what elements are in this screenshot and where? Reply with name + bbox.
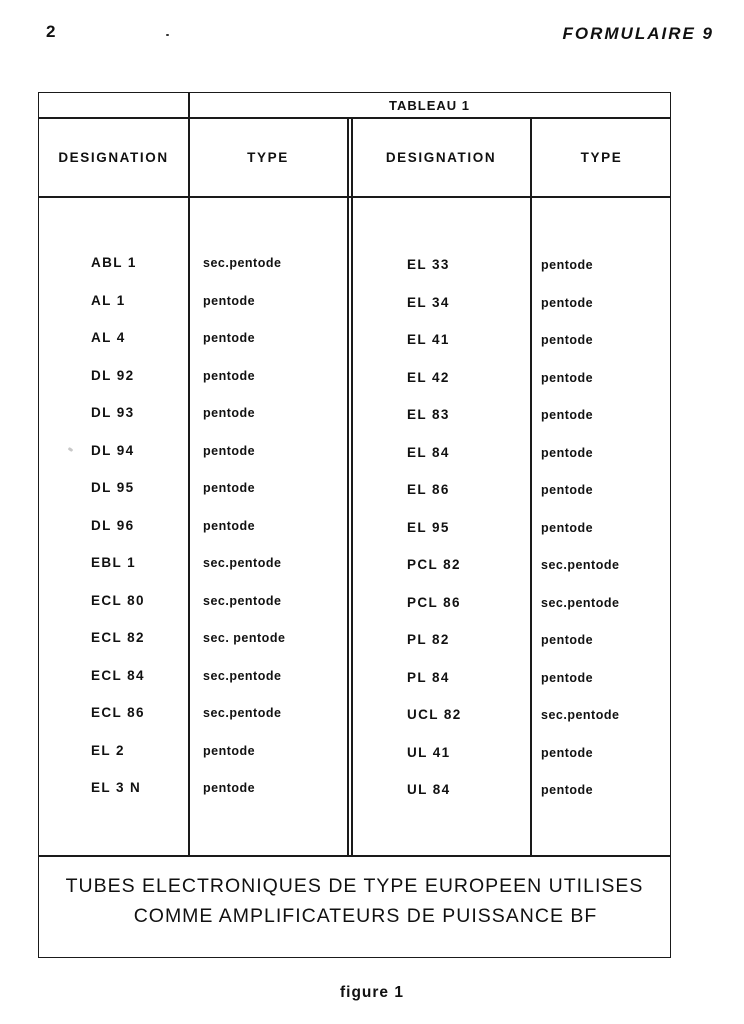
col-divider-3 [530,117,532,856]
cell-designation-right: EL 34 [407,294,450,310]
cell-type-right: pentode [541,445,594,460]
cell-type-right: pentode [541,295,594,310]
cell-type-left: pentode [203,781,256,795]
cell-type-left: pentode [203,743,256,758]
cell-designation-left: EBL 1 [91,555,137,570]
cell-type-left: sec.pentode [203,256,282,270]
cell-type-right: pentode [541,333,594,347]
cell-designation-right: PL 82 [407,632,450,647]
cell-designation-right: UCL 82 [407,707,462,722]
cell-type-left: sec.pentode [203,668,282,683]
cell-designation-left: DL 95 [91,480,135,495]
cell-designation-right: EL 95 [407,519,450,535]
table-frame [38,92,671,958]
cell-designation-left: AL 4 [91,330,126,345]
cell-designation-left: ECL 82 [91,630,145,645]
cell-designation-right: EL 41 [407,332,450,347]
cell-type-left: pentode [203,518,256,533]
page-number: 2 [46,22,56,41]
cell-type-right: pentode [541,370,594,385]
caption-line-1: TUBES ELECTRONIQUES DE TYPE EUROPEEN UTILISES [65,875,644,897]
column-header-type-right: TYPE [580,149,623,165]
running-title: FORMULAIRE 9 [562,24,714,43]
col-divider-center-b [351,117,353,856]
cell-designation-left: DL 93 [91,405,135,420]
cell-type-right: pentode [541,633,594,647]
cell-type-left: pentode [203,443,256,458]
stray-mark [166,34,169,36]
cell-designation-left: EL 3 N [91,780,142,795]
cell-type-right: sec.pentode [541,708,620,722]
table-caption [39,871,670,931]
cell-designation-left: ECL 84 [91,667,145,683]
cell-type-left: pentode [203,406,256,420]
cell-type-left: pentode [203,293,256,308]
cell-type-left: pentode [203,331,256,345]
cell-designation-right: EL 86 [407,482,450,497]
cell-type-right: pentode [541,408,594,422]
cell-designation-left: ABL 1 [91,255,137,270]
cell-designation-left: DL 92 [91,367,135,383]
cell-designation-left: AL 1 [91,292,126,308]
cell-type-right: sec.pentode [541,595,620,610]
cell-designation-left: ECL 80 [91,592,145,608]
cell-type-left: sec.pentode [203,593,282,608]
cell-designation-left: DL 94 [91,442,135,458]
cell-type-left: sec. pentode [203,631,286,645]
cell-designation-right: EL 33 [407,257,450,272]
cell-designation-right: PL 84 [407,669,450,685]
cell-type-left: sec.pentode [203,706,282,720]
figure-label: figure 1 [340,984,404,1001]
cell-designation-right: EL 83 [407,407,450,422]
cell-designation-right: UL 41 [407,744,451,760]
cell-type-left: pentode [203,368,256,383]
cell-type-left: sec.pentode [203,556,282,570]
cell-designation-right: PCL 86 [407,594,461,610]
column-header-designation-left: DESIGNATION [58,149,169,165]
cell-type-right: pentode [541,483,594,497]
column-header-type-left: TYPE [247,149,289,165]
cell-designation-right: PCL 82 [407,557,461,572]
cell-designation-left: DL 96 [91,517,135,533]
cell-designation-right: EL 42 [407,369,450,385]
cell-type-right: pentode [541,745,594,760]
cell-type-right: pentode [541,520,594,535]
cell-designation-right: EL 84 [407,444,450,460]
caption-rule [39,855,670,857]
cell-type-right: sec.pentode [541,558,620,572]
cell-designation-right: UL 84 [407,782,451,797]
cell-type-left: pentode [203,481,256,495]
cell-type-right: pentode [541,258,594,272]
cell-designation-left: EL 2 [91,742,125,758]
caption-line-2: COMME AMPLIFICATEURS DE PUISSANCE BF [133,905,598,927]
col-divider-center-a [347,117,349,856]
column-header-designation-right: DESIGNATION [385,149,497,165]
table-title: TABLEAU 1 [389,97,470,113]
cell-type-right: pentode [541,670,594,685]
col-divider-1 [188,93,190,856]
cell-type-right: pentode [541,783,594,797]
cell-designation-left: ECL 86 [91,705,145,720]
